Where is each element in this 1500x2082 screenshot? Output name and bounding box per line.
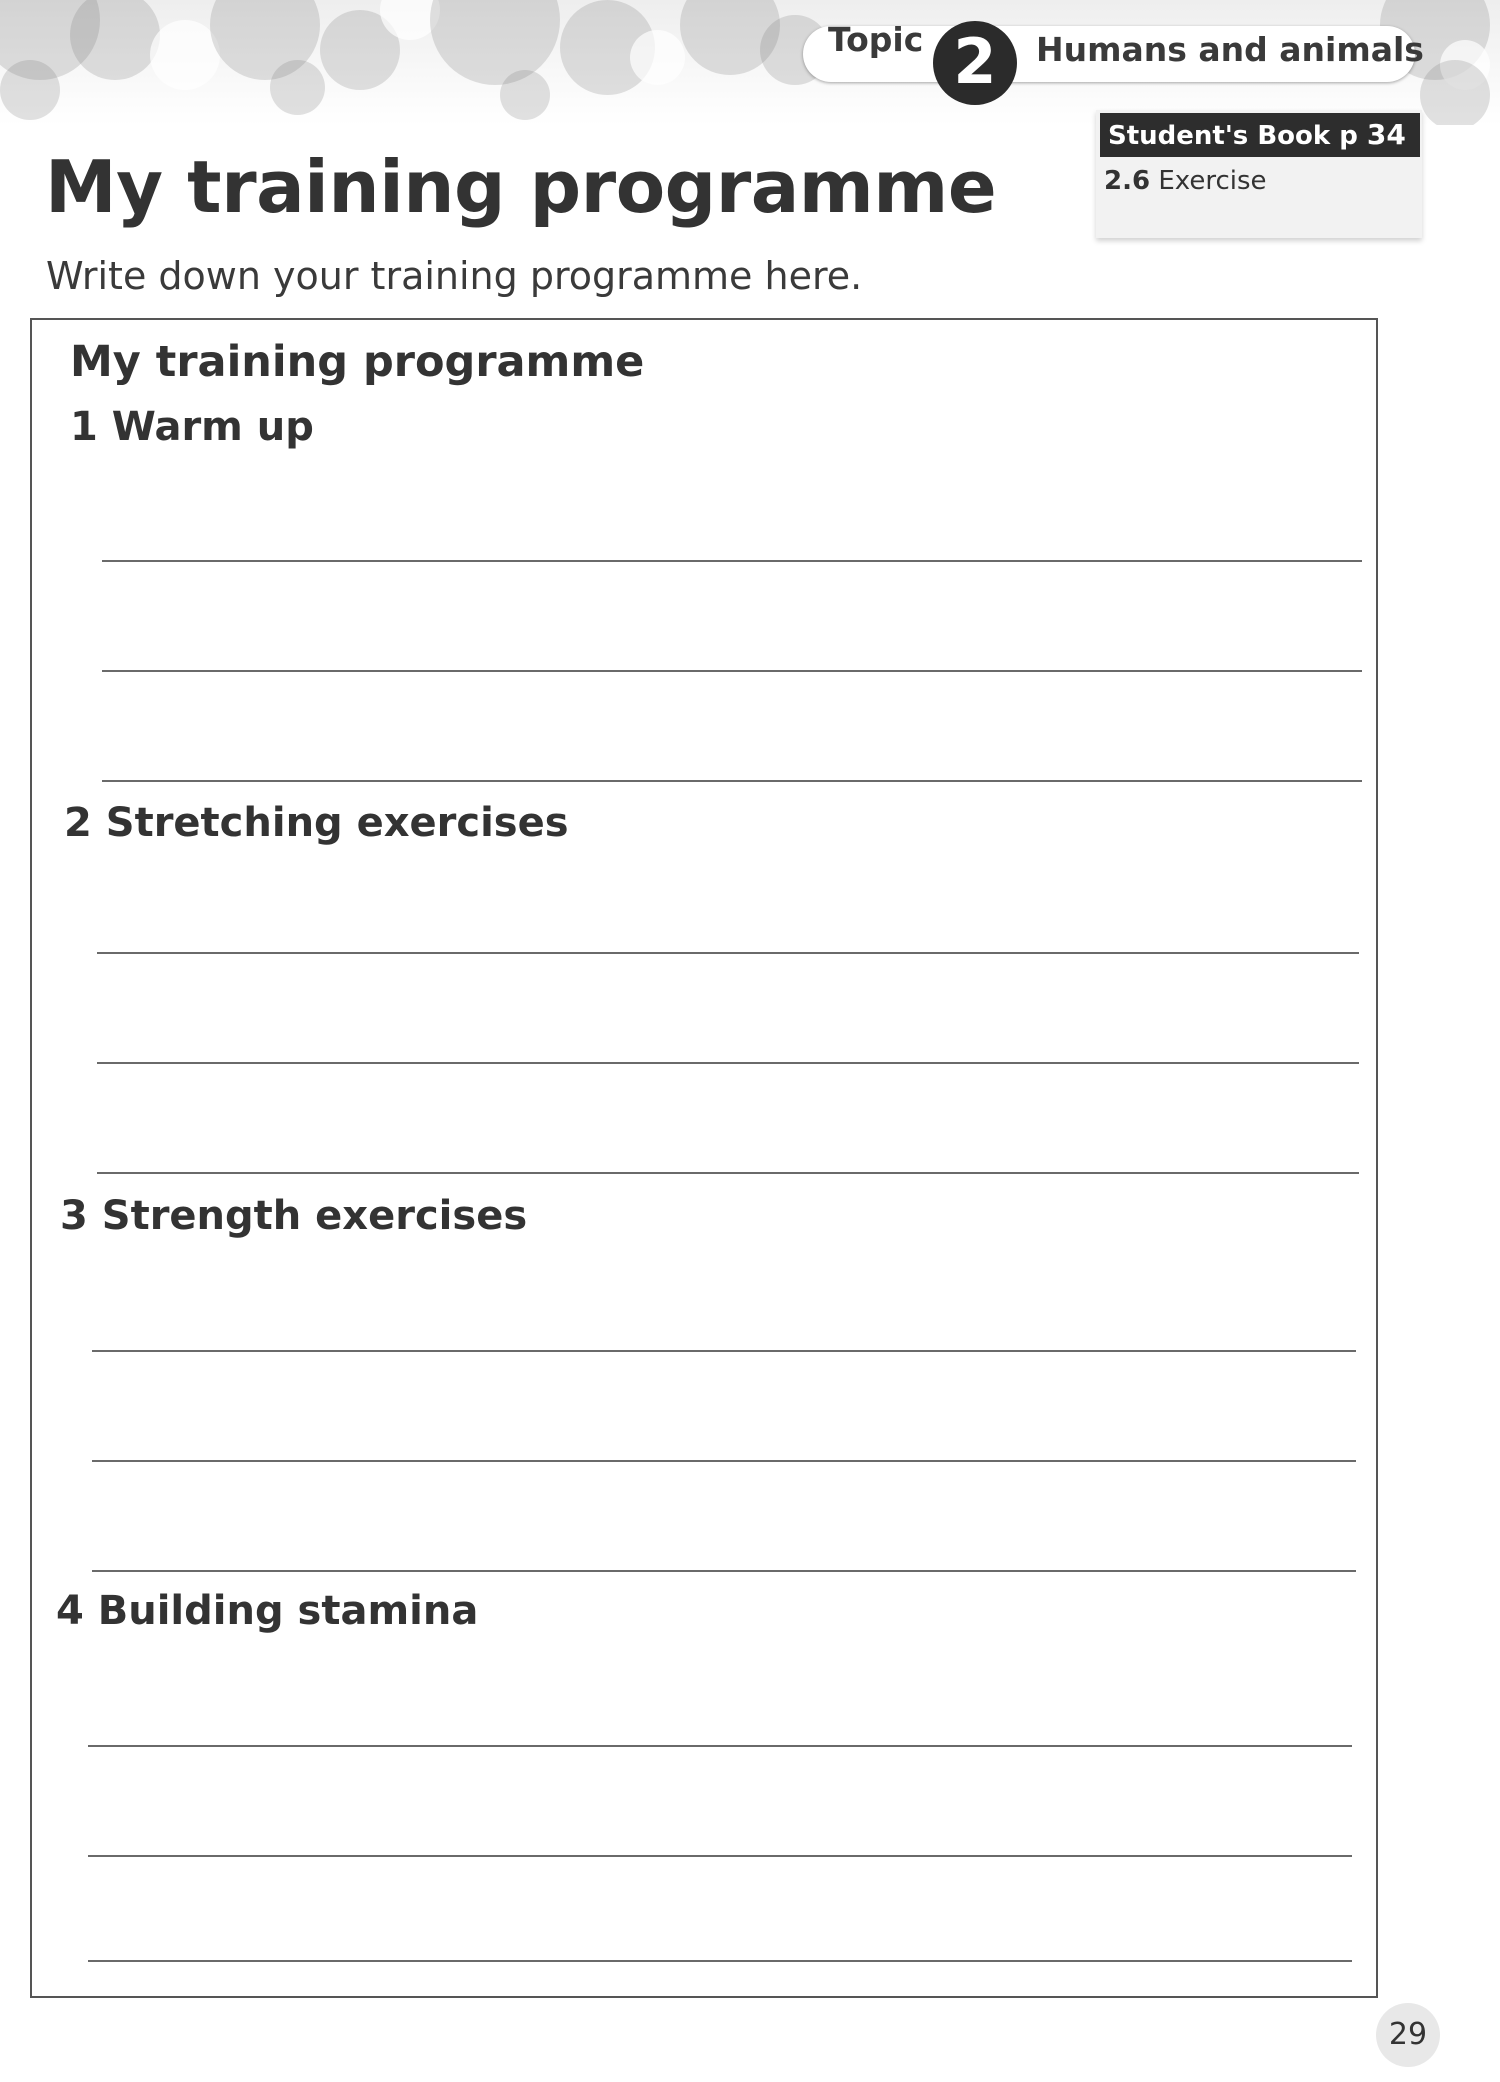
topic-title: Humans and animals <box>1036 30 1424 69</box>
section-heading-stamina: 4 Building stamina <box>56 1588 479 1634</box>
book-section-reference <box>1104 166 1267 196</box>
writing-line[interactable] <box>102 780 1362 782</box>
writing-line[interactable] <box>88 1745 1352 1747</box>
writing-line[interactable] <box>88 1960 1352 1962</box>
students-book-text: Student's Book p <box>1108 121 1358 151</box>
box-title: My training programme <box>70 337 645 387</box>
writing-line[interactable] <box>88 1855 1352 1857</box>
students-book-label <box>1100 113 1420 157</box>
writing-line[interactable] <box>97 1172 1359 1174</box>
students-book-page: 34 <box>1366 118 1406 151</box>
writing-line[interactable] <box>92 1460 1356 1462</box>
page-number: 29 <box>1376 2003 1440 2067</box>
writing-line[interactable] <box>102 670 1362 672</box>
section-heading-stretching: 2 Stretching exercises <box>64 800 569 846</box>
section-heading-strength: 3 Strength exercises <box>60 1193 528 1239</box>
section-heading-warm-up: 1 Warm up <box>70 404 314 450</box>
writing-line[interactable] <box>97 952 1359 954</box>
instruction-text: Write down your training programme here. <box>46 254 863 298</box>
page-title: My training programme <box>45 145 997 229</box>
writing-line[interactable] <box>97 1062 1359 1064</box>
topic-number-badge: 2 <box>933 21 1017 105</box>
writing-line[interactable] <box>102 560 1362 562</box>
writing-line[interactable] <box>92 1570 1356 1572</box>
book-section-name: Exercise <box>1158 166 1267 196</box>
topic-label: Topic <box>828 20 924 59</box>
writing-line[interactable] <box>92 1350 1356 1352</box>
book-section-number: 2.6 <box>1104 166 1151 196</box>
